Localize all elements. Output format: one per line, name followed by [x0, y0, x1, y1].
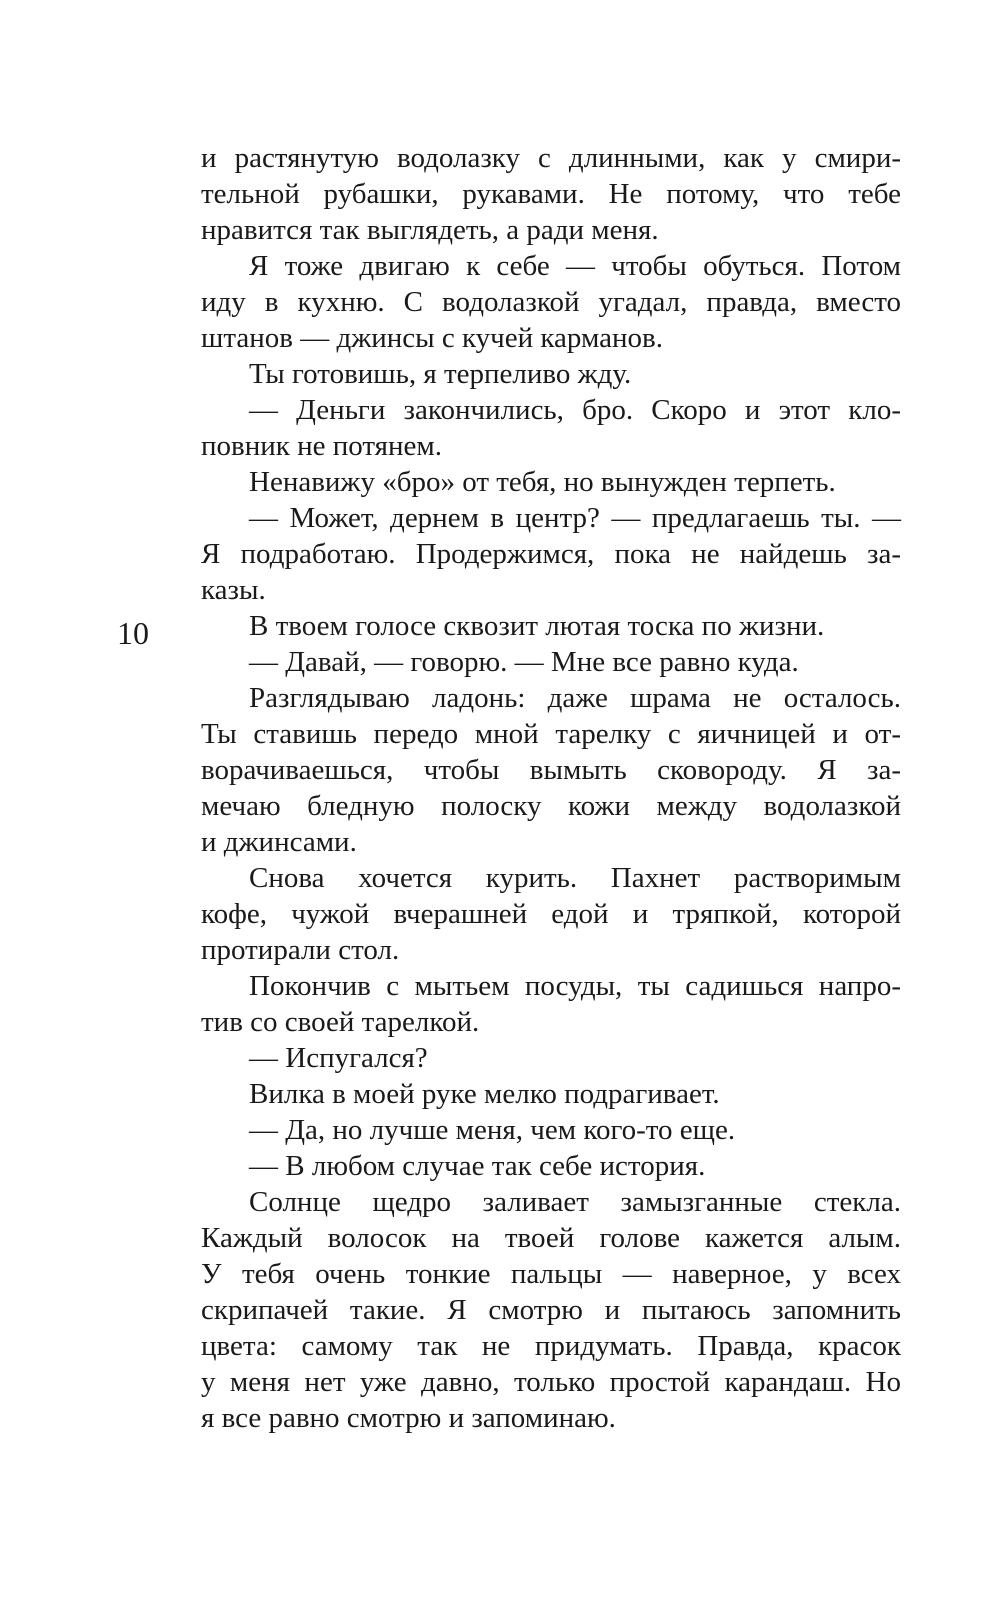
text-line: цвета: самому так не придумать. Правда, красок — [201, 1330, 901, 1362]
text-line: у меня нет уже давно, только простой карандаш. Но — [201, 1366, 901, 1398]
text-line: Я тоже двигаю к себе — чтобы обуться. Потом — [249, 250, 901, 282]
text-line: — Может, дернем в центр? — предлагаешь ты. — — [249, 502, 901, 534]
text-line: Ты готовишь, я терпеливо жду. — [249, 358, 632, 390]
text-line: казы. — [201, 574, 266, 606]
text-line: Вилка в моей руке мелко подрагивает. — [249, 1078, 720, 1110]
text-line: У тебя очень тонкие пальцы — наверное, у всех — [201, 1258, 901, 1290]
body-text — [201, 140, 901, 1436]
text-line: Солнце щедро заливает замызганные стекла. — [249, 1186, 901, 1218]
text-line: — Да, но лучше меня, чем кого-то еще. — [249, 1114, 736, 1146]
text-line: тельной рубашки, рукавами. Не потому, что тебе — [201, 178, 901, 210]
text-line: Ненавижу «бро» от тебя, но вынужден терпеть. — [249, 466, 836, 498]
text-line: — Испугался? — [249, 1042, 428, 1074]
text-line: — Давай, — говорю. — Мне все равно куда. — [249, 646, 799, 678]
text-line: Покончив с мытьем посуды, ты садишься напро- — [249, 970, 901, 1002]
text-line: скрипачей такие. Я смотрю и пытаюсь запомнить — [201, 1294, 901, 1326]
page-number: 10 — [117, 615, 149, 651]
text-line: штанов — джинсы с кучей карманов. — [201, 322, 663, 354]
text-line: тив со своей тарелкой. — [201, 1006, 480, 1038]
text-line: повник не потянем. — [201, 430, 442, 462]
text-line: Ты ставишь передо мной тарелку с яичницей и от- — [201, 718, 901, 750]
text-line: — Деньги закончились, бро. Скоро и этот кло- — [249, 394, 901, 426]
text-line: В твоем голосе сквозит лютая тоска по жизни. — [249, 610, 825, 642]
text-line: иду в кухню. С водолазкой угадал, правда, вместо — [201, 286, 901, 318]
text-line: и джинсами. — [201, 826, 357, 858]
text-line: кофе, чужой вчерашней едой и тряпкой, которой — [201, 898, 901, 930]
text-line: Снова хочется курить. Пахнет растворимым — [249, 862, 901, 894]
text-line: и растянутую водолазку с длинными, как у смири- — [201, 142, 901, 174]
text-line: нравится так выглядеть, а ради меня. — [201, 214, 659, 246]
text-line: ворачиваешься, чтобы вымыть сковороду. Я за- — [201, 754, 901, 786]
text-line: я все равно смотрю и запоминаю. — [201, 1402, 616, 1434]
text-line: протирали стол. — [201, 934, 400, 966]
text-line: Каждый волосок на твоей голове кажется алым. — [201, 1222, 901, 1254]
text-line: Разглядываю ладонь: даже шрама не осталось. — [249, 682, 901, 714]
text-line: — В любом случае так себе история. — [249, 1150, 706, 1182]
text-line: мечаю бледную полоску кожи между водолазкой — [201, 790, 901, 822]
text-line: Я подработаю. Продержимся, пока не найдешь за- — [201, 538, 901, 570]
